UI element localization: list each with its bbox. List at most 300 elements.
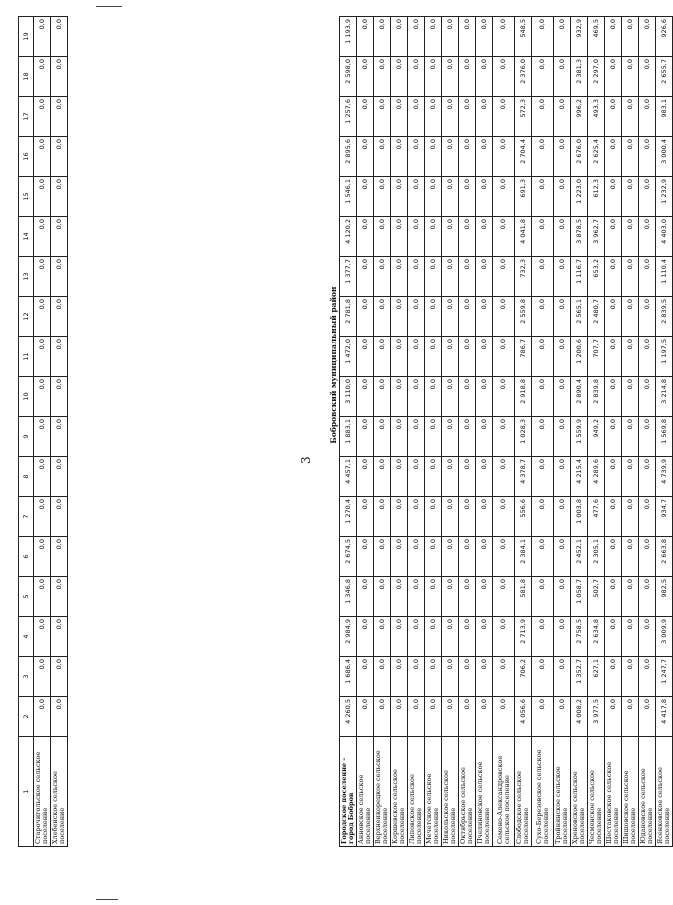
cell-value: 0,0 xyxy=(425,297,442,337)
column-header: 17 xyxy=(19,97,34,137)
cell-value: 0,0 xyxy=(391,537,408,577)
cell-value: 2 634,8 xyxy=(588,617,605,657)
cell-value: 0,0 xyxy=(34,17,51,57)
cell-value: 0,0 xyxy=(425,57,442,97)
cell-value: 1 472,0 xyxy=(340,337,357,377)
cell-value: 0,0 xyxy=(34,617,51,657)
cell-value: 0,0 xyxy=(532,97,554,137)
cell-value: 1 003,8 xyxy=(571,497,588,537)
cell-value: 1 247,7 xyxy=(656,657,673,697)
cell-value: 0,0 xyxy=(374,337,391,377)
page-number: 3 xyxy=(299,456,313,464)
cell-value: 0,0 xyxy=(493,617,515,657)
cell-value: 0,0 xyxy=(476,617,493,657)
cell-value: 0,0 xyxy=(532,337,554,377)
cell-value: 0,0 xyxy=(357,297,374,337)
cell-value: 1 193,9 xyxy=(340,17,357,57)
cell-value: 2 376,0 xyxy=(515,57,532,97)
cell-value: 0,0 xyxy=(459,57,476,97)
cell-value: 0,0 xyxy=(374,497,391,537)
cell-value: 0,0 xyxy=(554,417,571,457)
cell-value: 0,0 xyxy=(51,617,68,657)
cell-value: 0,0 xyxy=(425,617,442,657)
cell-value: 2 758,5 xyxy=(571,617,588,657)
cell-value: 0,0 xyxy=(34,97,51,137)
cell-value: 0,0 xyxy=(51,577,68,617)
cell-value: 2 890,4 xyxy=(571,377,588,417)
cell-value: 0,0 xyxy=(425,697,442,737)
table-row xyxy=(408,17,425,847)
row-name: Липовское сельское поселение xyxy=(408,737,425,847)
table-row xyxy=(459,17,476,847)
cell-value: 996,2 xyxy=(571,97,588,137)
cell-value: 1 546,1 xyxy=(340,177,357,217)
cell-value: 0,0 xyxy=(391,417,408,457)
table-row xyxy=(571,17,588,847)
cell-value: 0,0 xyxy=(357,457,374,497)
cell-value: 0,0 xyxy=(374,97,391,137)
cell-value: 0,0 xyxy=(459,177,476,217)
cell-value: 2 625,4 xyxy=(588,137,605,177)
cell-value: 0,0 xyxy=(391,137,408,177)
cell-value: 0,0 xyxy=(476,177,493,217)
cell-value: 2 480,7 xyxy=(588,297,605,337)
cell-value: 0,0 xyxy=(374,417,391,457)
cell-value: 0,0 xyxy=(554,497,571,537)
cell-value: 0,0 xyxy=(476,57,493,97)
cell-value: 0,0 xyxy=(605,577,622,617)
cell-value: 0,0 xyxy=(357,377,374,417)
cell-value: 982,5 xyxy=(656,577,673,617)
cell-value: 0,0 xyxy=(408,57,425,97)
cell-value: 0,0 xyxy=(622,457,639,497)
column-header: 18 xyxy=(19,57,34,97)
column-header: 13 xyxy=(19,257,34,297)
cell-value: 0,0 xyxy=(554,57,571,97)
cell-value: 1 883,1 xyxy=(340,417,357,457)
cell-value: 1 377,7 xyxy=(340,257,357,297)
cell-value: 3 110,0 xyxy=(340,377,357,417)
cell-value: 0,0 xyxy=(34,497,51,537)
cell-value: 0,0 xyxy=(374,57,391,97)
cell-value: 4 215,4 xyxy=(571,457,588,497)
cell-value: 2 984,9 xyxy=(340,617,357,657)
cell-value: 1 058,7 xyxy=(571,577,588,617)
cell-value: 0,0 xyxy=(622,537,639,577)
cell-value: 0,0 xyxy=(408,337,425,377)
cell-value: 0,0 xyxy=(622,257,639,297)
header-row xyxy=(19,17,34,847)
cell-value: 1 200,6 xyxy=(571,337,588,377)
cell-value: 0,0 xyxy=(408,697,425,737)
cell-value: 0,0 xyxy=(391,217,408,257)
cell-value: 0,0 xyxy=(357,537,374,577)
cell-value: 0,0 xyxy=(554,337,571,377)
cell-value: 0,0 xyxy=(391,577,408,617)
row-name: Мечетское сельское поселение xyxy=(425,737,442,847)
cell-value: 0,0 xyxy=(442,217,459,257)
cell-value: 0,0 xyxy=(639,217,656,257)
cell-value: 0,0 xyxy=(476,657,493,697)
cell-value: 0,0 xyxy=(51,177,68,217)
cell-value: 0,0 xyxy=(425,657,442,697)
column-header: 12 xyxy=(19,297,34,337)
cell-value: 3 878,5 xyxy=(571,217,588,257)
cell-value: 0,0 xyxy=(374,577,391,617)
cell-value: 0,0 xyxy=(622,337,639,377)
row-name: Семено-Александровское сельское поселение xyxy=(493,737,515,847)
cell-value: 0,0 xyxy=(425,337,442,377)
cell-value: 707,7 xyxy=(588,337,605,377)
cell-value: 0,0 xyxy=(374,657,391,697)
cell-value: 0,0 xyxy=(622,57,639,97)
cell-value: 0,0 xyxy=(639,697,656,737)
cell-value: 0,0 xyxy=(442,137,459,177)
cell-value: 4 457,1 xyxy=(340,457,357,497)
row-name: Верхнеикорецкое сельское поселение xyxy=(374,737,391,847)
cell-value: 0,0 xyxy=(532,657,554,697)
cell-value: 0,0 xyxy=(408,97,425,137)
cell-value: 0,0 xyxy=(639,97,656,137)
cell-value: 0,0 xyxy=(532,257,554,297)
cell-value: 932,9 xyxy=(571,17,588,57)
cell-value: 0,0 xyxy=(476,417,493,457)
table-row xyxy=(425,17,442,847)
cell-value: 3 000,4 xyxy=(656,137,673,177)
cell-value: 0,0 xyxy=(34,377,51,417)
cell-value: 3 009,9 xyxy=(656,617,673,657)
cell-value: 0,0 xyxy=(532,697,554,737)
cell-value: 0,0 xyxy=(554,657,571,697)
cell-value: 0,0 xyxy=(374,377,391,417)
cell-value: 4 041,8 xyxy=(515,217,532,257)
cell-value: 0,0 xyxy=(476,537,493,577)
cell-value: 0,0 xyxy=(476,217,493,257)
cell-value: 4 008,2 xyxy=(571,697,588,737)
table-row xyxy=(391,17,408,847)
cell-value: 0,0 xyxy=(554,257,571,297)
cell-value: 4 120,2 xyxy=(340,217,357,257)
cell-value: 0,0 xyxy=(605,417,622,457)
cell-value: 0,0 xyxy=(532,57,554,97)
row-name: Октябрьское сельское поселение xyxy=(459,737,476,847)
cell-value: 0,0 xyxy=(532,577,554,617)
cell-value: 4 056,6 xyxy=(515,697,532,737)
cell-value: 0,0 xyxy=(51,97,68,137)
cell-value: 0,0 xyxy=(605,17,622,57)
cell-value: 0,0 xyxy=(459,257,476,297)
cell-value: 0,0 xyxy=(459,137,476,177)
cell-value: 2 452,1 xyxy=(571,537,588,577)
row-name: Хреновское сельское поселение xyxy=(571,737,588,847)
top-table xyxy=(18,16,68,847)
cell-value: 0,0 xyxy=(51,17,68,57)
margin-mark xyxy=(96,6,122,7)
cell-value: 0,0 xyxy=(391,697,408,737)
cell-value: 0,0 xyxy=(51,417,68,457)
district-table xyxy=(339,16,673,847)
cell-value: 0,0 xyxy=(442,17,459,57)
cell-value: 0,0 xyxy=(357,657,374,697)
table-row xyxy=(554,17,571,847)
cell-value: 0,0 xyxy=(374,537,391,577)
cell-value: 1 223,0 xyxy=(571,177,588,217)
table-row xyxy=(493,17,515,847)
cell-value: 0,0 xyxy=(476,497,493,537)
cell-value: 0,0 xyxy=(605,177,622,217)
cell-value: 548,5 xyxy=(515,17,532,57)
cell-value: 0,0 xyxy=(391,57,408,97)
cell-value: 0,0 xyxy=(605,657,622,697)
cell-value: 1 232,9 xyxy=(656,177,673,217)
column-header: 14 xyxy=(19,217,34,257)
table-row xyxy=(340,17,357,847)
cell-value: 0,0 xyxy=(34,577,51,617)
cell-value: 0,0 xyxy=(357,697,374,737)
cell-value: 0,0 xyxy=(605,57,622,97)
cell-value: 2 381,3 xyxy=(571,57,588,97)
cell-value: 0,0 xyxy=(459,417,476,457)
cell-value: 0,0 xyxy=(34,137,51,177)
cell-value: 2 297,0 xyxy=(588,57,605,97)
cell-value: 0,0 xyxy=(425,177,442,217)
cell-value: 1 686,4 xyxy=(340,657,357,697)
cell-value: 2 674,5 xyxy=(340,537,357,577)
column-header: 10 xyxy=(19,377,34,417)
column-header: 11 xyxy=(19,337,34,377)
cell-value: 0,0 xyxy=(51,657,68,697)
cell-value: 1 569,8 xyxy=(656,417,673,457)
cell-value: 0,0 xyxy=(51,497,68,537)
cell-value: 3 214,8 xyxy=(656,377,673,417)
cell-value: 0,0 xyxy=(639,337,656,377)
cell-value: 0,0 xyxy=(408,577,425,617)
cell-value: 0,0 xyxy=(554,297,571,337)
cell-value: 0,0 xyxy=(639,137,656,177)
cell-value: 0,0 xyxy=(493,457,515,497)
cell-value: 0,0 xyxy=(408,217,425,257)
cell-value: 0,0 xyxy=(532,177,554,217)
cell-value: 0,0 xyxy=(442,657,459,697)
cell-value: 0,0 xyxy=(639,497,656,537)
cell-value: 0,0 xyxy=(622,217,639,257)
cell-value: 0,0 xyxy=(51,457,68,497)
cell-value: 0,0 xyxy=(459,537,476,577)
cell-value: 0,0 xyxy=(493,497,515,537)
cell-value: 0,0 xyxy=(639,57,656,97)
cell-value: 0,0 xyxy=(459,217,476,257)
cell-value: 0,0 xyxy=(391,17,408,57)
cell-value: 0,0 xyxy=(374,257,391,297)
column-header: 6 xyxy=(19,537,34,577)
cell-value: 0,0 xyxy=(391,297,408,337)
cell-value: 0,0 xyxy=(357,137,374,177)
cell-value: 653,2 xyxy=(588,257,605,297)
cell-value: 983,1 xyxy=(656,97,673,137)
cell-value: 1 116,7 xyxy=(571,257,588,297)
cell-value: 691,3 xyxy=(515,177,532,217)
cell-value: 0,0 xyxy=(425,257,442,297)
cell-value: 0,0 xyxy=(605,217,622,257)
cell-value: 0,0 xyxy=(357,497,374,537)
cell-value: 0,0 xyxy=(605,257,622,297)
cell-value: 0,0 xyxy=(459,577,476,617)
cell-value: 0,0 xyxy=(605,617,622,657)
cell-value: 0,0 xyxy=(391,97,408,137)
cell-value: 0,0 xyxy=(554,537,571,577)
cell-value: 0,0 xyxy=(391,257,408,297)
cell-value: 0,0 xyxy=(425,577,442,617)
cell-value: 0,0 xyxy=(493,577,515,617)
cell-value: 0,0 xyxy=(459,297,476,337)
cell-value: 0,0 xyxy=(425,97,442,137)
cell-value: 4 739,9 xyxy=(656,457,673,497)
cell-value: 0,0 xyxy=(408,537,425,577)
cell-value: 0,0 xyxy=(476,577,493,617)
cell-value: 2 781,8 xyxy=(340,297,357,337)
cell-value: 3 977,5 xyxy=(588,697,605,737)
column-header: 3 xyxy=(19,657,34,697)
cell-value: 0,0 xyxy=(493,537,515,577)
cell-value: 0,0 xyxy=(622,137,639,177)
cell-value: 0,0 xyxy=(554,177,571,217)
cell-value: 0,0 xyxy=(622,97,639,137)
cell-value: 0,0 xyxy=(425,17,442,57)
cell-value: 0,0 xyxy=(51,697,68,737)
cell-value: 0,0 xyxy=(357,57,374,97)
row-name: Юдановское сельское поселение xyxy=(639,737,656,847)
cell-value: 0,0 xyxy=(532,617,554,657)
cell-value: 0,0 xyxy=(639,177,656,217)
cell-value: 0,0 xyxy=(374,457,391,497)
cell-value: 0,0 xyxy=(554,617,571,657)
row-name: Никольское сельское поселение xyxy=(442,737,459,847)
cell-value: 0,0 xyxy=(532,377,554,417)
cell-value: 0,0 xyxy=(605,457,622,497)
table-row xyxy=(51,17,68,847)
cell-value: 0,0 xyxy=(357,417,374,457)
cell-value: 0,0 xyxy=(442,377,459,417)
cell-value: 0,0 xyxy=(408,257,425,297)
cell-value: 0,0 xyxy=(442,697,459,737)
table-row xyxy=(515,17,532,847)
cell-value: 0,0 xyxy=(532,297,554,337)
cell-value: 0,0 xyxy=(493,657,515,697)
cell-value: 0,0 xyxy=(639,577,656,617)
cell-value: 0,0 xyxy=(425,457,442,497)
cell-value: 2 655,7 xyxy=(656,57,673,97)
table-row xyxy=(374,17,391,847)
cell-value: 0,0 xyxy=(34,57,51,97)
cell-value: 0,0 xyxy=(408,417,425,457)
cell-value: 0,0 xyxy=(442,257,459,297)
cell-value: 786,7 xyxy=(515,337,532,377)
cell-value: 0,0 xyxy=(493,217,515,257)
cell-value: 0,0 xyxy=(493,17,515,57)
column-header: 19 xyxy=(19,17,34,57)
cell-value: 0,0 xyxy=(605,137,622,177)
cell-value: 0,0 xyxy=(425,217,442,257)
row-name: Старочигольское сельское поселение xyxy=(34,737,51,847)
row-name: Тройнянское сельское поселение xyxy=(554,737,571,847)
cell-value: 0,0 xyxy=(493,417,515,457)
cell-value: 0,0 xyxy=(374,177,391,217)
cell-value: 0,0 xyxy=(51,257,68,297)
column-header: 5 xyxy=(19,577,34,617)
cell-value: 0,0 xyxy=(639,17,656,57)
cell-value: 0,0 xyxy=(554,377,571,417)
cell-value: 0,0 xyxy=(425,377,442,417)
row-name: Шишовское сельское поселение xyxy=(622,737,639,847)
cell-value: 0,0 xyxy=(605,297,622,337)
cell-value: 0,0 xyxy=(459,97,476,137)
cell-value: 0,0 xyxy=(459,457,476,497)
cell-value: 0,0 xyxy=(532,137,554,177)
cell-value: 572,3 xyxy=(515,97,532,137)
cell-value: 0,0 xyxy=(493,57,515,97)
cell-value: 1 352,7 xyxy=(571,657,588,697)
cell-value: 0,0 xyxy=(459,657,476,697)
cell-value: 0,0 xyxy=(554,697,571,737)
section-title: Бобровский муниципальный район xyxy=(329,286,338,444)
cell-value: 502,7 xyxy=(588,577,605,617)
cell-value: 0,0 xyxy=(391,377,408,417)
cell-value: 0,0 xyxy=(622,297,639,337)
cell-value: 1 197,5 xyxy=(656,337,673,377)
cell-value: 0,0 xyxy=(442,297,459,337)
cell-value: 0,0 xyxy=(34,337,51,377)
cell-value: 0,0 xyxy=(442,617,459,657)
cell-value: 0,0 xyxy=(493,377,515,417)
cell-value: 0,0 xyxy=(493,177,515,217)
cell-value: 2 663,8 xyxy=(656,537,673,577)
cell-value: 0,0 xyxy=(442,537,459,577)
cell-value: 0,0 xyxy=(605,537,622,577)
cell-value: 0,0 xyxy=(476,337,493,377)
cell-value: 0,0 xyxy=(554,137,571,177)
cell-value: 0,0 xyxy=(442,417,459,457)
cell-value: 2 565,1 xyxy=(571,297,588,337)
cell-value: 0,0 xyxy=(476,697,493,737)
cell-value: 612,3 xyxy=(588,177,605,217)
cell-value: 2 839,5 xyxy=(656,297,673,337)
cell-value: 4 417,8 xyxy=(656,697,673,737)
cell-value: 0,0 xyxy=(459,617,476,657)
table-row xyxy=(639,17,656,847)
cell-value: 0,0 xyxy=(442,457,459,497)
margin-mark xyxy=(96,899,118,900)
cell-value: 0,0 xyxy=(532,17,554,57)
cell-value: 556,6 xyxy=(515,497,532,537)
cell-value: 706,2 xyxy=(515,657,532,697)
cell-value: 0,0 xyxy=(51,217,68,257)
cell-value: 0,0 xyxy=(391,497,408,537)
cell-value: 0,0 xyxy=(639,297,656,337)
cell-value: 0,0 xyxy=(622,377,639,417)
cell-value: 0,0 xyxy=(357,177,374,217)
cell-value: 0,0 xyxy=(34,177,51,217)
cell-value: 0,0 xyxy=(51,297,68,337)
cell-value: 0,0 xyxy=(374,137,391,177)
cell-value: 4 403,0 xyxy=(656,217,673,257)
cell-value: 0,0 xyxy=(374,17,391,57)
cell-value: 0,0 xyxy=(357,337,374,377)
cell-value: 0,0 xyxy=(408,657,425,697)
cell-value: 0,0 xyxy=(459,697,476,737)
cell-value: 0,0 xyxy=(34,457,51,497)
cell-value: 0,0 xyxy=(408,497,425,537)
cell-value: 0,0 xyxy=(532,497,554,537)
